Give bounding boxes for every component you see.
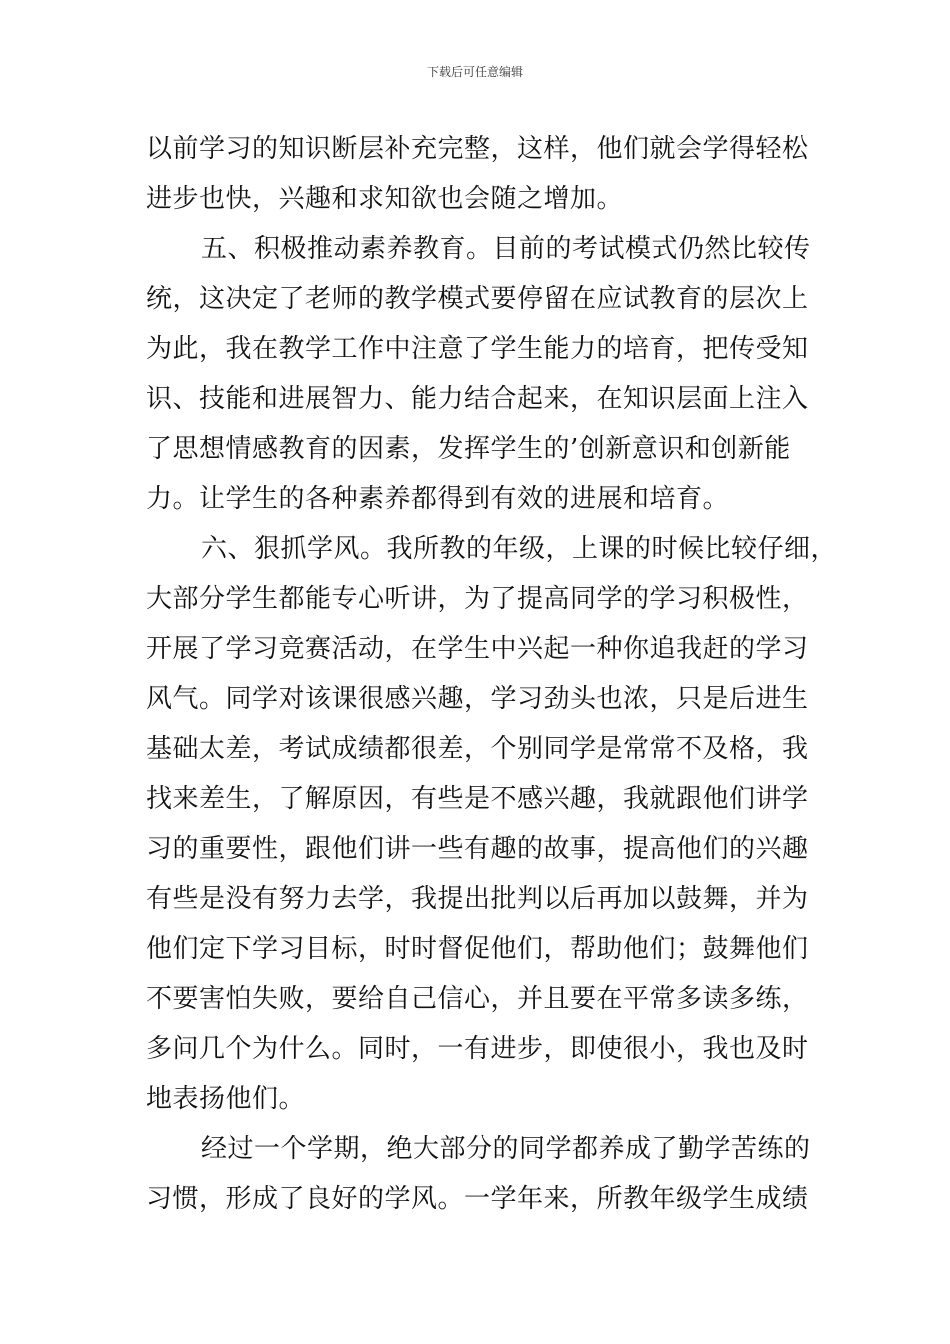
- paragraph-start-line: 经过一个学期，绝大部分的同学都养成了勤学苦练的: [201, 1134, 811, 1164]
- document-body: [146, 124, 838, 1224]
- page-header: 下载后可任意编辑: [426, 65, 523, 79]
- text-line: 识、技能和进展智力、能力结合起来，在知识层面上注入: [146, 384, 809, 414]
- paragraph-start-line: 六、狠抓学风。我所教的年级，上课的时候比较仔细，: [201, 534, 838, 564]
- text-line: 风气。同学对该课很感兴趣，学习劲头也浓，只是后进生: [146, 684, 809, 714]
- text-line: 有些是没有努力去学，我提出批判以后再加以鼓舞，并为: [146, 884, 809, 914]
- text-line: 以前学习的知识断层补充完整，这样，他们就会学得轻松: [146, 134, 809, 164]
- text-line: 开展了学习竞赛活动，在学生中兴起一种你追我赶的学习: [146, 634, 809, 664]
- text-line: 习的重要性，跟他们讲一些有趣的故事，提高他们的兴趣: [146, 834, 809, 864]
- text-line: 了思想情感教育的因素，发挥学生的’创新意识和创新能: [146, 434, 791, 464]
- text-line: 找来差生，了解原因，有些是不感兴趣，我就跟他们讲学: [146, 784, 809, 814]
- text-line: 大部分学生都能专心听讲，为了提高同学的学习积极性，: [146, 584, 809, 614]
- paragraph-start-line: 五、积极推动素养教育。目前的考试模式仍然比较传: [201, 234, 811, 264]
- text-line: 多问几个为什么。同时，一有进步，即使很小，我也及时: [146, 1034, 809, 1064]
- text-line: 统，这决定了老师的教学模式要停留在应试教育的层次上: [146, 284, 809, 314]
- text-line: 为此，我在教学工作中注意了学生能力的培育，把传受知: [146, 334, 809, 364]
- text-line: 基础太差，考试成绩都很差，个别同学是常常不及格，我: [146, 734, 809, 764]
- text-line: 力。让学生的各种素养都得到有效的进展和培育。: [146, 484, 730, 514]
- text-line: 地表扬他们。: [146, 1084, 306, 1114]
- text-line: 不要害怕失败，要给自己信心，并且要在平常多读多练，: [146, 984, 809, 1014]
- text-line: 习惯，形成了良好的学风。一学年来，所教年级学生成绩: [146, 1184, 809, 1214]
- text-line: 进步也快，兴趣和求知欲也会随之增加。: [146, 184, 624, 214]
- text-line: 他们定下学习目标，时时督促他们，帮助他们；鼓舞他们: [146, 934, 809, 964]
